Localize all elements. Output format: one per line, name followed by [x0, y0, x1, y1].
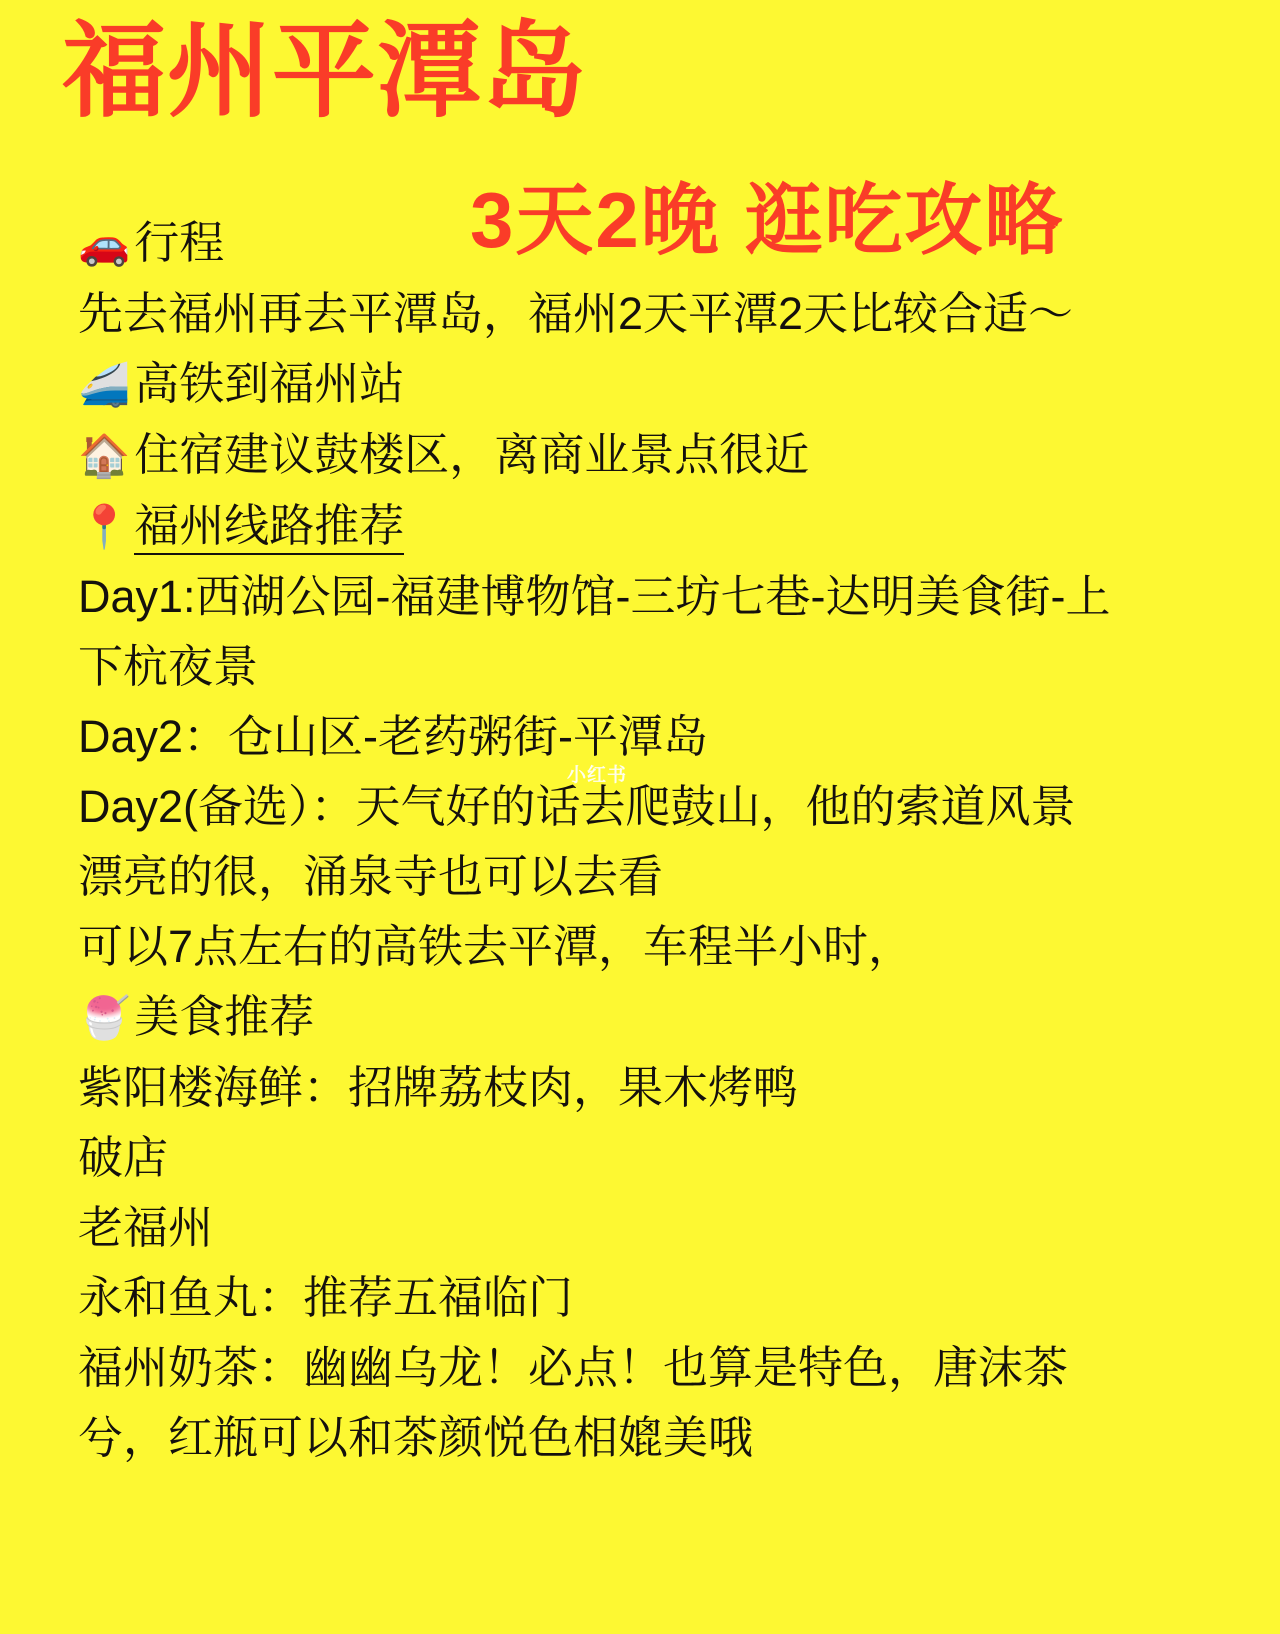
- paragraph-day1: Day1:西湖公园-福建博物馆-三坊七巷-达明美食街-上下杭夜景: [78, 571, 1111, 692]
- page-title: 福州平潭岛: [62, 14, 588, 130]
- paragraph-food-laofuzhou: 老福州: [78, 1202, 214, 1253]
- section-label: 高铁到福州站: [134, 358, 405, 409]
- paragraph-day2-alt: Day2(备选）：天气好的话去爬鼓山，他的索道风景漂亮的很，涌泉寺也可以去看: [78, 781, 1076, 902]
- section-label: 福州线路推荐: [134, 500, 404, 555]
- paragraph-train-to-pingtan: 可以7点左右的高铁去平潭，车程半小时，: [78, 921, 914, 972]
- section-heading-lodging: [78, 420, 1208, 491]
- train-icon: 🚄: [78, 360, 131, 409]
- shaved-ice-icon: 🍧: [78, 993, 131, 1042]
- paragraph-food-yonghe: 永和鱼丸：推荐五福临门: [78, 1272, 574, 1323]
- paragraph-itinerary-intro: 先去福州再去平潭岛，福州2天平潭2天比较合适～: [78, 288, 1074, 339]
- section-heading-train: [78, 349, 1208, 420]
- watermark: 小红书: [567, 764, 628, 786]
- section-label: 美食推荐: [134, 991, 315, 1042]
- page-subtitle: 3天2晚 逛吃攻略: [470, 176, 1065, 264]
- section-heading-food: [78, 982, 1208, 1053]
- paragraph-food-milktea: 福州奶茶：幽幽乌龙！必点！也算是特色，唐沫茶兮，红瓶可以和茶颜悦色相媲美哦: [78, 1342, 1069, 1463]
- car-icon: 🚗: [78, 219, 131, 268]
- paragraph-food-ziyanglou: 紫阳楼海鲜：招牌荔枝肉，果木烤鸭: [78, 1062, 799, 1113]
- section-label: 行程: [134, 217, 225, 268]
- section-heading-route: [78, 491, 1208, 562]
- note-body: [78, 208, 1208, 1473]
- paragraph-food-podian: 破店: [78, 1132, 169, 1183]
- section-label: 住宿建议鼓楼区，离商业景点很近: [134, 429, 810, 480]
- section-heading-itinerary: [78, 208, 1208, 279]
- house-icon: 🏠: [78, 431, 131, 480]
- paragraph-day2: Day2：仓山区-老药粥街-平潭岛: [78, 711, 709, 762]
- pin-icon: 📍: [78, 502, 131, 551]
